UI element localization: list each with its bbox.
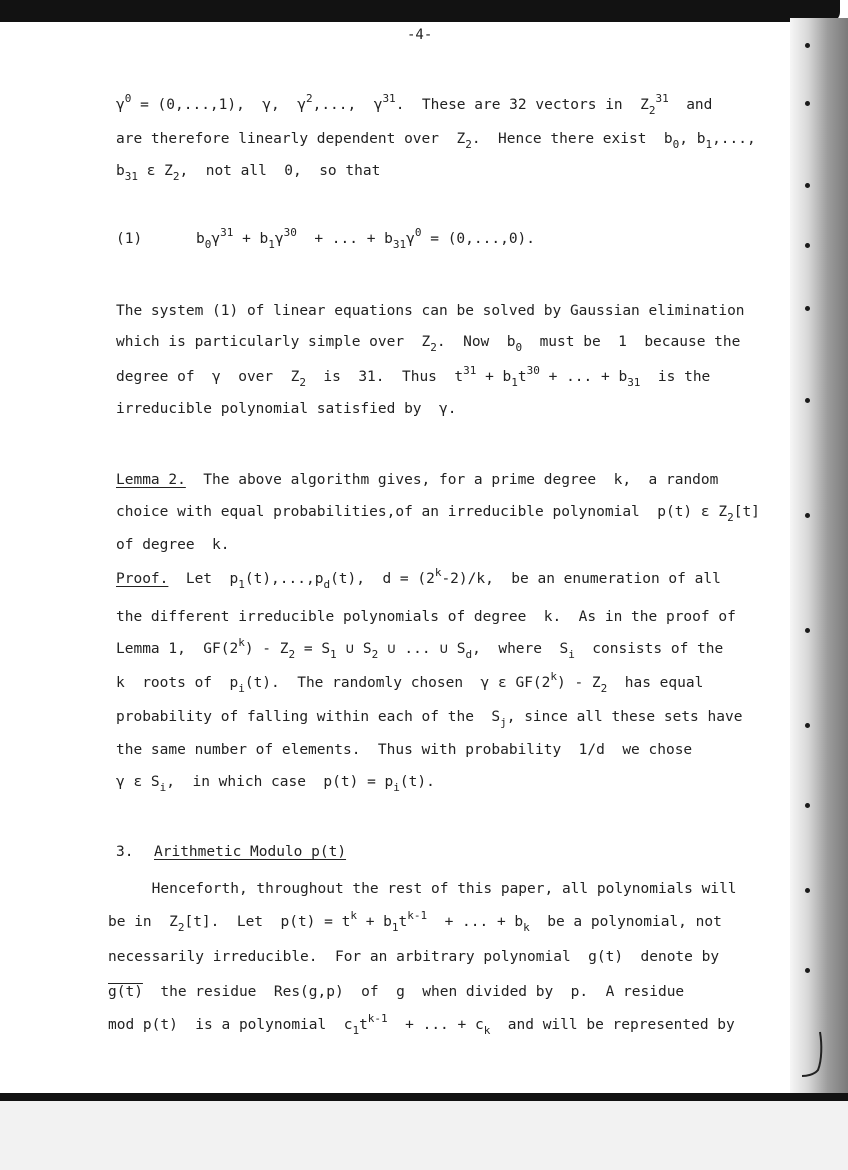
binding-mark — [805, 628, 810, 633]
text-line: $\gamma^0 = (0,...,1)$, γ, $\gamma^2$,..., $\gamma^{31}$. These are 32 vectors in $Z_2^{31}$ and — [116, 92, 713, 117]
text-line: The system (1) of linear equations can be solved by Gaussian elimination — [116, 303, 745, 319]
binding-mark — [805, 723, 810, 728]
binding-mark — [805, 888, 810, 893]
text-line: mod p(t) is a polynomial $c_1t^{k-1}$ + ... + $c_k$ and will be represented by — [108, 1012, 735, 1037]
proof: Proof. Let $p_1(t),...,p_d(t)$, $d = (2^k-2)/k$, be an enumeration of all — [116, 566, 721, 591]
proof-heading: Proof. — [116, 571, 169, 587]
text-line: $b_{31}$ ε $Z_2$, not all 0, so that — [116, 163, 381, 183]
binding-mark — [805, 101, 810, 106]
binding-mark — [805, 243, 810, 248]
text-line: the different irreducible polynomials of degree k. As in the proof of — [116, 609, 736, 625]
scan-bottom-margin — [0, 1101, 848, 1170]
section-number: 3. — [116, 844, 134, 860]
text-line: irreducible polynomial satisfied by γ. — [116, 401, 457, 417]
text-line: the same number of elements. Thus with probability 1/d we chose — [116, 742, 693, 758]
binding-mark — [805, 183, 810, 188]
text-line: be in $Z_2[t]$. Let $p(t) = t^k + b_1t^{k-1}$ + ... + $b_k$ be a polynomial, not — [108, 909, 722, 934]
section-title: Arithmetic Modulo p(t) — [154, 844, 347, 860]
text-line: necessarily irreducible. For an arbitrary polynomial g(t) denote by — [108, 949, 720, 965]
scan-bottom-border — [0, 1093, 848, 1101]
lemma-2: Lemma 2. The above algorithm gives, for a prime degree k, a random — [116, 472, 719, 488]
binding-mark — [805, 803, 810, 808]
equation-1: $b_0\gamma^{31} + b_1\gamma^{30}$ + ... + $b_{31}\gamma^0 = (0,...,0)$. — [196, 226, 536, 251]
binding-mark — [805, 43, 810, 48]
text-line: which is particularly simple over $Z_2$. Now $b_0$ must be 1 because the — [116, 334, 741, 354]
text-line: choice with equal probabilities,of an irreducible polynomial p(t) ε $Z_2[t]$ — [116, 504, 760, 524]
page-number: -4- — [407, 27, 433, 43]
lemma-heading: Lemma 2. — [116, 472, 186, 488]
text-line: are therefore linearly dependent over $Z_2$. Hence there exist $b_0$, $b_1$,..., — [116, 131, 756, 151]
text-line: g(t) the residue Res(g,p) of g when divided by p. A residue — [108, 984, 685, 1000]
text-line: γ ε $S_i$, in which case $p(t) = p_i(t)$. — [116, 774, 435, 794]
binding-mark — [805, 968, 810, 973]
binding-mark — [805, 306, 810, 311]
text-line: of degree k. — [116, 537, 230, 553]
page-curl-mark — [800, 1030, 830, 1078]
equation-label: (1) — [116, 231, 143, 247]
text-line: probability of falling within each of the $S_j$, since all these sets have — [116, 709, 743, 729]
text-line: Lemma 1, $GF(2^k) - Z_2 = S_1$ ∪ $S_2$ ∪ ... ∪ $S_d$, where $S_i$ consists of the — [116, 636, 724, 661]
text-line: k roots of $p_i(t)$. The randomly chosen γ ε $GF(2^k) - Z_2$ has equal — [116, 670, 704, 695]
text-line: Henceforth, throughout the rest of this paper, all polynomials will — [108, 881, 737, 897]
binding-mark — [805, 513, 810, 518]
text-line: degree of γ over $Z_2$ is 31. Thus $t^{31} + b_1t^{30}$ + ... + $b_{31}$ is the — [116, 364, 711, 389]
binding-mark — [805, 398, 810, 403]
